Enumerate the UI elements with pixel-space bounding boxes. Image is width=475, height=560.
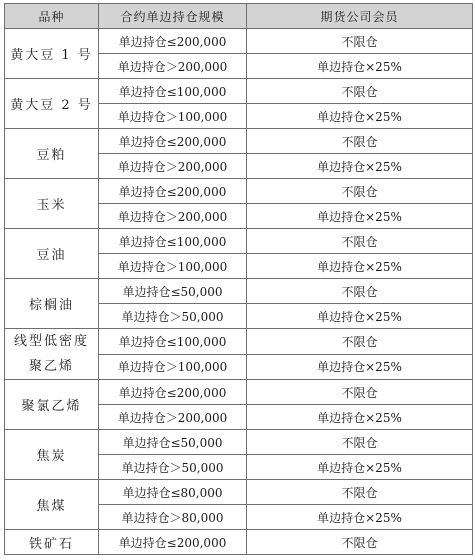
- position-scale-cell: 单边持仓≤100,000: [99, 229, 247, 254]
- table-row: [5, 129, 473, 154]
- table-row: [5, 79, 473, 104]
- table-row: [5, 430, 473, 455]
- variety-cell: 焦煤: [5, 480, 99, 530]
- position-scale-cell: 单边持仓≤200,000: [99, 179, 247, 204]
- position-scale-cell: 单边持仓≤50,000: [99, 430, 247, 455]
- position-scale-cell: 单边持仓＞50,000: [99, 304, 247, 329]
- table-row: [5, 29, 473, 54]
- position-scale-cell: 单边持仓≤200,000: [99, 530, 247, 555]
- position-scale-cell: 单边持仓＞200,000: [99, 204, 247, 229]
- variety-cell: [5, 329, 99, 380]
- table-row: [5, 480, 473, 505]
- table-row: [5, 380, 473, 405]
- position-scale-cell: 单边持仓≤50,000: [99, 279, 247, 304]
- table-row: [5, 530, 473, 555]
- member-limit-cell: 单边持仓×25%: [247, 54, 473, 79]
- variety-cell: 铁矿石: [5, 530, 99, 555]
- member-limit-cell: 不限仓: [247, 329, 473, 355]
- variety-cell: 棕榈油: [5, 279, 99, 329]
- position-scale-cell: 单边持仓≤100,000: [99, 329, 247, 355]
- position-scale-cell: 单边持仓＞100,000: [99, 254, 247, 279]
- header-position-scale: 合约单边持仓规模: [99, 4, 247, 29]
- member-limit-cell: 不限仓: [247, 29, 473, 54]
- member-limit-cell: 单边持仓×25%: [247, 455, 473, 480]
- member-limit-cell: 不限仓: [247, 229, 473, 254]
- member-limit-cell: 单边持仓×25%: [247, 354, 473, 380]
- position-scale-cell: 单边持仓≤200,000: [99, 129, 247, 154]
- table-header-row: [5, 4, 473, 29]
- position-scale-cell: 单边持仓＞100,000: [99, 104, 247, 129]
- member-limit-cell: 单边持仓×25%: [247, 254, 473, 279]
- header-variety: 品种: [5, 4, 99, 29]
- member-limit-cell: 单边持仓×25%: [247, 505, 473, 530]
- member-limit-cell: 单边持仓×25%: [247, 204, 473, 229]
- member-limit-cell: 不限仓: [247, 129, 473, 154]
- position-scale-cell: 单边持仓＞200,000: [99, 54, 247, 79]
- table-row: [5, 279, 473, 304]
- position-scale-cell: 单边持仓≤200,000: [99, 380, 247, 405]
- member-limit-cell: 不限仓: [247, 430, 473, 455]
- variety-cell: 豆油: [5, 229, 99, 279]
- position-scale-cell: 单边持仓＞100,000: [99, 354, 247, 380]
- member-limit-cell: 不限仓: [247, 530, 473, 555]
- position-scale-cell: 单边持仓≤80,000: [99, 480, 247, 505]
- member-limit-cell: 不限仓: [247, 380, 473, 405]
- position-scale-cell: 单边持仓＞80,000: [99, 505, 247, 530]
- position-scale-cell: 单边持仓＞50,000: [99, 455, 247, 480]
- member-limit-cell: 单边持仓×25%: [247, 104, 473, 129]
- table-row: [5, 329, 473, 355]
- member-limit-cell: 不限仓: [247, 79, 473, 104]
- position-scale-cell: 单边持仓＞200,000: [99, 154, 247, 179]
- variety-cell: 黄大豆 1 号: [5, 29, 99, 79]
- header-futures-member: 期货公司会员: [247, 4, 473, 29]
- variety-line: 线型低密度: [13, 334, 89, 349]
- member-limit-cell: 单边持仓×25%: [247, 304, 473, 329]
- variety-cell: 焦炭: [5, 430, 99, 480]
- variety-line: 聚乙烯: [28, 359, 74, 374]
- variety-cell: 聚氯乙烯: [5, 380, 99, 430]
- member-limit-cell: 单边持仓×25%: [247, 405, 473, 430]
- member-limit-cell: 不限仓: [247, 480, 473, 505]
- member-limit-cell: 不限仓: [247, 179, 473, 204]
- member-limit-cell: 单边持仓×25%: [247, 154, 473, 179]
- variety-cell: 玉米: [5, 179, 99, 229]
- position-limit-table: [4, 3, 473, 555]
- position-scale-cell: 单边持仓＞200,000: [99, 405, 247, 430]
- table-row: [5, 229, 473, 254]
- table-row: [5, 179, 473, 204]
- variety-cell: 豆粕: [5, 129, 99, 179]
- member-limit-cell: 不限仓: [247, 279, 473, 304]
- position-scale-cell: 单边持仓≤100,000: [99, 79, 247, 104]
- position-scale-cell: 单边持仓≤200,000: [99, 29, 247, 54]
- variety-cell: 黄大豆 2 号: [5, 79, 99, 129]
